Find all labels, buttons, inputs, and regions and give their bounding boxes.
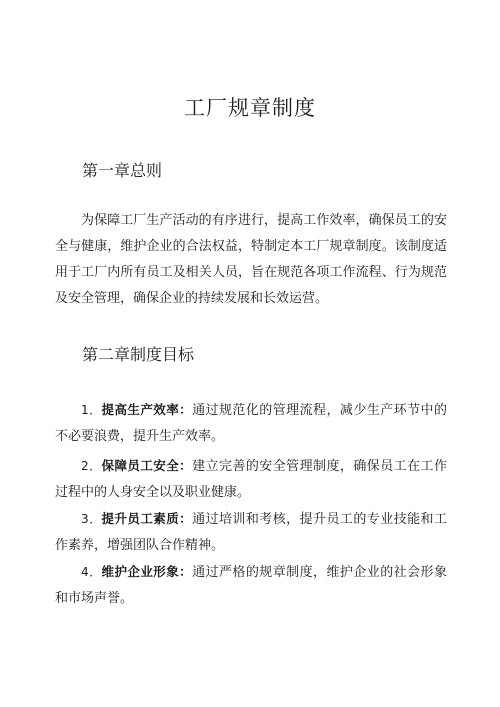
goal-item-text: 通过培训和考核，提升员工的专业技能和工作素养，增强团队合作精神。 (55, 512, 447, 553)
chapter-1-body: 为保障工厂生产活动的有序进行，提高工作效率，确保员工的安全与健康，维护企业的合法权益，特制定本工厂规章制度。该制度适用于工厂内所有员工及相关人员，旨在规范各项工作流程、行为规范及安全管理，确保企业的持续发展和长效运营。 (55, 213, 447, 306)
goal-item-number: 1 (81, 403, 89, 417)
goal-item-number: 2 (81, 459, 89, 473)
goal-item-3: 3．提升员工素质：通过培训和考核，提升员工的专业技能和工作素养，增强团队合作精神。 (55, 511, 447, 553)
goal-item-text: 通过规范化的管理流程，减少生产环节中的不必要浪费，提升生产效率。 (55, 403, 447, 444)
document-title: 工厂规章制度 (184, 96, 316, 120)
goal-item-text: 通过严格的规章制度，维护企业的社会形象和市场声誉。 (55, 565, 447, 606)
goal-item-label: 维护企业形象： (101, 564, 193, 579)
goal-item-label: 提高生产效率： (101, 402, 193, 417)
chapter-2-heading: 第二章制度目标 (82, 345, 195, 364)
goal-item-1: 1．提高生产效率：通过规范化的管理流程，减少生产环节中的不必要浪费，提升生产效率。 (55, 402, 447, 444)
goal-item-number: 3 (81, 512, 89, 526)
chapter-1-heading: 第一章总则 (82, 161, 163, 180)
goal-item-number: 4 (81, 565, 89, 579)
goal-item-2: 2．保障员工安全：建立完善的安全管理制度，确保员工在工作过程中的人身安全以及职业健康。 (55, 458, 447, 500)
goal-item-label: 提升员工素质： (101, 511, 193, 526)
goal-item-label: 保障员工安全： (101, 458, 193, 473)
goal-item-4: 4．维护企业形象：通过严格的规章制度，维护企业的社会形象和市场声誉。 (55, 564, 447, 606)
goal-item-text: 建立完善的安全管理制度，确保员工在工作过程中的人身安全以及职业健康。 (55, 459, 447, 500)
